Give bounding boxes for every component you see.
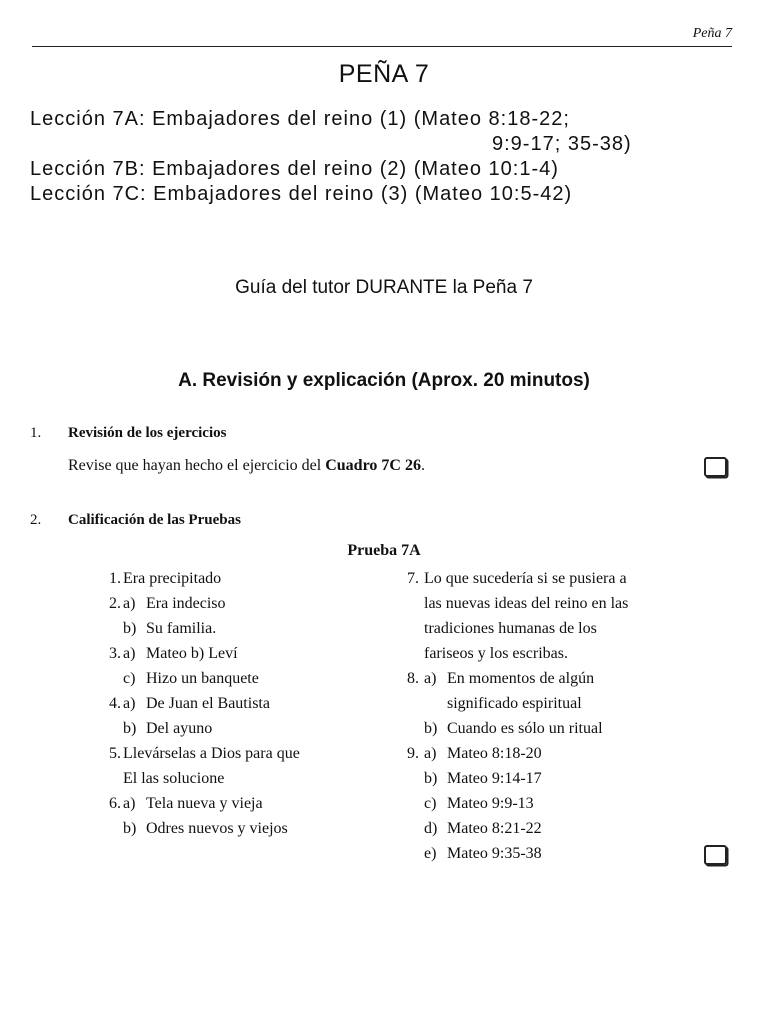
- quiz-answer-letter: c): [424, 795, 437, 812]
- quiz-answer-letter: b): [123, 620, 137, 637]
- quiz-answer-text: Era precipitado: [123, 570, 222, 587]
- quiz-answer-letter: c): [123, 670, 136, 687]
- quiz-answer-text: significado espiritual: [447, 695, 582, 712]
- quiz-answer-text: Cuando es sólo un ritual: [447, 720, 603, 737]
- quiz-answer-number: 2.: [109, 595, 121, 612]
- item-1-number: 1.: [30, 425, 42, 441]
- quiz-answer-text: Hizo un banquete: [146, 670, 259, 687]
- quiz-answer-text: Odres nuevos y viejos: [146, 820, 288, 837]
- quiz-answer-letter: b): [424, 770, 438, 787]
- quiz-answer-number: 5.: [109, 745, 121, 762]
- item-1-text-prefix: Revise que hayan hecho el ejercicio del: [68, 457, 326, 474]
- quiz-answer-text: En momentos de algún: [447, 670, 595, 687]
- quiz-answer-text: Lo que sucedería si se pusiera a: [424, 570, 627, 587]
- lesson-7a-line-2: 9:9-17; 35-38): [492, 133, 632, 155]
- quiz-answer-letter: d): [424, 820, 438, 837]
- lesson-7c: Lección 7C: Embajadores del reino (3) (Mateo 10:5-42): [30, 183, 573, 205]
- quiz-answer-letter: a): [123, 795, 136, 812]
- quiz-answer-text: Era indeciso: [146, 595, 226, 612]
- quiz-answer-text: Tela nueva y vieja: [146, 795, 263, 812]
- item-1-text: [68, 457, 425, 475]
- quiz-answer-letter: b): [123, 720, 137, 737]
- quiz-answer-number: 1.: [109, 570, 121, 587]
- checkbox-item-2[interactable]: [704, 845, 727, 865]
- quiz-answer-text: Su familia.: [146, 620, 217, 637]
- lesson-7b: Lección 7B: Embajadores del reino (2) (Mateo 10:1-4): [30, 158, 559, 180]
- quiz-title: Prueba 7A: [347, 542, 421, 559]
- item-2-number: 2.: [30, 512, 42, 528]
- quiz-answer-letter: a): [123, 595, 136, 612]
- quiz-answer-text: fariseos y los escribas.: [424, 645, 568, 662]
- quiz-answer-text: Mateo 9:9-13: [447, 795, 534, 812]
- quiz-answer-text: Llevárselas a Dios para que: [123, 745, 300, 762]
- guide-title: Guía del tutor DURANTE la Peña 7: [235, 277, 533, 298]
- quiz-answer-number: 7.: [407, 570, 419, 587]
- quiz-answer-text: El las solucione: [123, 770, 225, 787]
- quiz-answer-text: Mateo 8:18-20: [447, 745, 542, 762]
- lesson-7a-line-1: Lección 7A: Embajadores del reino (1) (Mateo 8:18-22;: [30, 108, 570, 130]
- quiz-answer-letter: b): [424, 720, 438, 737]
- quiz-answer-text: De Juan el Bautista: [146, 695, 270, 712]
- quiz-answer-text: Mateo 9:14-17: [447, 770, 542, 787]
- quiz-answer-letter: a): [424, 670, 437, 687]
- quiz-answer-letter: a): [424, 745, 437, 762]
- quiz-answer-number: 4.: [109, 695, 121, 712]
- quiz-answer-number: 3.: [109, 645, 121, 662]
- quiz-answer-number: 9.: [407, 745, 419, 762]
- quiz-answer-letter: a): [123, 695, 136, 712]
- quiz-answer-number: 6.: [109, 795, 121, 812]
- item-1-heading: Revisión de los ejercicios: [68, 425, 227, 441]
- item-1-text-suffix: .: [420, 457, 425, 474]
- page-title: PEÑA 7: [338, 60, 430, 88]
- quiz-answer-text: las nuevas ideas del reino en las: [424, 595, 629, 612]
- quiz-answer-text: Del ayuno: [146, 720, 213, 737]
- quiz-answer-letter: a): [123, 645, 136, 662]
- item-2-heading: Calificación de las Pruebas: [68, 512, 241, 528]
- quiz-answer-text: tradiciones humanas de los: [424, 620, 597, 637]
- header-rule: [32, 46, 732, 47]
- section-a-title: A. Revisión y explicación (Aprox. 20 minutos): [178, 370, 590, 391]
- quiz-answer-letter: e): [424, 845, 437, 862]
- item-1-text-bold: Cuadro 7C 26: [325, 457, 421, 474]
- quiz-answer-text: Mateo b) Leví: [146, 645, 238, 662]
- checkbox-item-1[interactable]: [704, 457, 727, 477]
- quiz-answer-letter: b): [123, 820, 137, 837]
- running-head: Peña 7: [692, 26, 732, 41]
- quiz-answer-text: Mateo 9:35-38: [447, 845, 542, 862]
- quiz-answer-number: 8.: [407, 670, 419, 687]
- quiz-answer-text: Mateo 8:21-22: [447, 820, 542, 837]
